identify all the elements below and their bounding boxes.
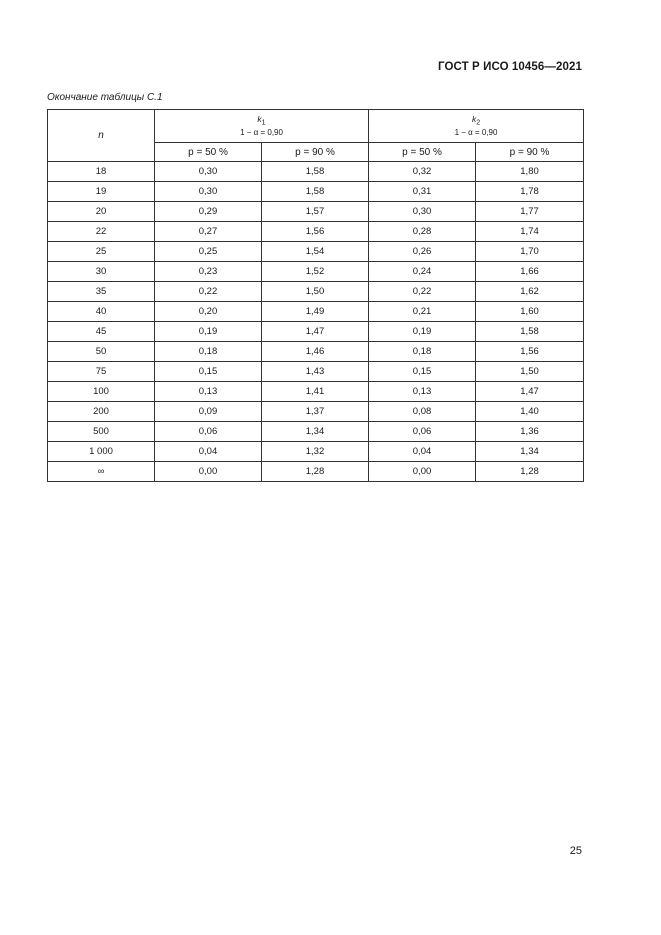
cell-k1-p50: 0,29 <box>155 202 262 222</box>
k1-subscript: 1 <box>261 119 266 127</box>
table-row <box>48 322 584 342</box>
cell-k2-p50: 0,24 <box>369 262 476 282</box>
cell-k2-p50: 0,30 <box>369 202 476 222</box>
cell-k2-p50: 0,19 <box>369 322 476 342</box>
cell-n: 45 <box>48 322 155 342</box>
cell-k2-p90: 1,56 <box>476 342 584 362</box>
table-caption: Окончание таблицы С.1 <box>47 92 163 103</box>
subheader-k2-p50: p = 50 % <box>369 143 476 162</box>
table-body <box>48 162 584 482</box>
cell-k2-p50: 0,31 <box>369 182 476 202</box>
cell-k1-p90: 1,49 <box>262 302 369 322</box>
cell-k1-p90: 1,43 <box>262 362 369 382</box>
cell-k2-p50: 0,18 <box>369 342 476 362</box>
cell-k2-p90: 1,62 <box>476 282 584 302</box>
subheader-k1-p90: p = 90 % <box>262 143 369 162</box>
cell-n: 200 <box>48 402 155 422</box>
cell-k1-p90: 1,47 <box>262 322 369 342</box>
cell-k1-p50: 0,27 <box>155 222 262 242</box>
cell-k1-p50: 0,06 <box>155 422 262 442</box>
cell-k2-p90: 1,74 <box>476 222 584 242</box>
cell-n: 18 <box>48 162 155 182</box>
column-header-n: n <box>48 110 155 162</box>
cell-k2-p90: 1,50 <box>476 362 584 382</box>
cell-k2-p50: 0,21 <box>369 302 476 322</box>
cell-n: 30 <box>48 262 155 282</box>
document-header: ГОСТ Р ИСО 10456—2021 <box>437 61 582 73</box>
k2-subscript: 2 <box>476 119 481 127</box>
k2-symbol: k <box>471 113 477 124</box>
cell-n: ∞ <box>48 462 155 482</box>
cell-k2-p50: 0,06 <box>369 422 476 442</box>
table-row <box>48 282 584 302</box>
table-row <box>48 262 584 282</box>
cell-n: 50 <box>48 342 155 362</box>
cell-k2-p90: 1,28 <box>476 462 584 482</box>
k2-condition: 1 − α = 0,90 <box>454 128 498 138</box>
cell-k1-p90: 1,57 <box>262 202 369 222</box>
cell-k1-p90: 1,34 <box>262 422 369 442</box>
cell-k2-p90: 1,34 <box>476 442 584 462</box>
table-row <box>48 362 584 382</box>
cell-k1-p90: 1,37 <box>262 402 369 422</box>
cell-k2-p50: 0,08 <box>369 402 476 422</box>
column-header-k1 <box>155 110 369 143</box>
cell-k1-p50: 0,19 <box>155 322 262 342</box>
cell-k2-p50: 0,26 <box>369 242 476 262</box>
cell-n: 500 <box>48 422 155 442</box>
cell-k1-p50: 0,15 <box>155 362 262 382</box>
table-row <box>48 402 584 422</box>
cell-k2-p90: 1,40 <box>476 402 584 422</box>
cell-n: 40 <box>48 302 155 322</box>
data-table <box>47 109 584 482</box>
cell-k1-p50: 0,30 <box>155 162 262 182</box>
table-row <box>48 202 584 222</box>
cell-k2-p50: 0,32 <box>369 162 476 182</box>
cell-k2-p90: 1,47 <box>476 382 584 402</box>
cell-k2-p50: 0,13 <box>369 382 476 402</box>
cell-n: 100 <box>48 382 155 402</box>
cell-k1-p90: 1,32 <box>262 442 369 462</box>
cell-k1-p90: 1,41 <box>262 382 369 402</box>
cell-k1-p50: 0,18 <box>155 342 262 362</box>
cell-k1-p50: 0,20 <box>155 302 262 322</box>
table-row <box>48 162 584 182</box>
cell-k2-p90: 1,80 <box>476 162 584 182</box>
cell-k2-p50: 0,22 <box>369 282 476 302</box>
table-row <box>48 442 584 462</box>
cell-k2-p90: 1,36 <box>476 422 584 442</box>
cell-k1-p50: 0,22 <box>155 282 262 302</box>
table-row <box>48 182 584 202</box>
table-row <box>48 342 584 362</box>
cell-k1-p90: 1,58 <box>262 182 369 202</box>
cell-n: 35 <box>48 282 155 302</box>
table-row <box>48 462 584 482</box>
cell-k1-p50: 0,13 <box>155 382 262 402</box>
cell-k2-p50: 0,15 <box>369 362 476 382</box>
cell-n: 1 000 <box>48 442 155 462</box>
cell-k2-p90: 1,78 <box>476 182 584 202</box>
cell-k2-p50: 0,04 <box>369 442 476 462</box>
cell-k1-p50: 0,09 <box>155 402 262 422</box>
table-row <box>48 302 584 322</box>
cell-k1-p90: 1,50 <box>262 282 369 302</box>
table-row <box>48 242 584 262</box>
cell-n: 25 <box>48 242 155 262</box>
cell-k2-p90: 1,70 <box>476 242 584 262</box>
cell-k1-p50: 0,04 <box>155 442 262 462</box>
cell-k2-p50: 0,00 <box>369 462 476 482</box>
table-row <box>48 222 584 242</box>
cell-n: 22 <box>48 222 155 242</box>
cell-n: 20 <box>48 202 155 222</box>
cell-k1-p90: 1,56 <box>262 222 369 242</box>
subheader-k1-p50: p = 50 % <box>155 143 262 162</box>
cell-n: 75 <box>48 362 155 382</box>
table-row <box>48 422 584 442</box>
cell-k2-p90: 1,58 <box>476 322 584 342</box>
table-row <box>48 382 584 402</box>
page-number: 25 <box>569 845 582 857</box>
cell-k1-p50: 0,23 <box>155 262 262 282</box>
cell-k1-p50: 0,25 <box>155 242 262 262</box>
cell-k1-p90: 1,52 <box>262 262 369 282</box>
cell-n: 19 <box>48 182 155 202</box>
column-header-k2 <box>369 110 584 143</box>
cell-k2-p50: 0,28 <box>369 222 476 242</box>
cell-k2-p90: 1,60 <box>476 302 584 322</box>
k1-symbol: k <box>257 113 262 124</box>
subheader-k2-p90: p = 90 % <box>476 143 584 162</box>
k1-condition: 1 − α = 0,90 <box>240 128 283 138</box>
cell-k2-p90: 1,66 <box>476 262 584 282</box>
cell-k1-p90: 1,28 <box>262 462 369 482</box>
cell-k1-p90: 1,58 <box>262 162 369 182</box>
cell-k1-p90: 1,54 <box>262 242 369 262</box>
cell-k1-p50: 0,00 <box>155 462 262 482</box>
cell-k1-p90: 1,46 <box>262 342 369 362</box>
cell-k2-p90: 1,77 <box>476 202 584 222</box>
cell-k1-p50: 0,30 <box>155 182 262 202</box>
